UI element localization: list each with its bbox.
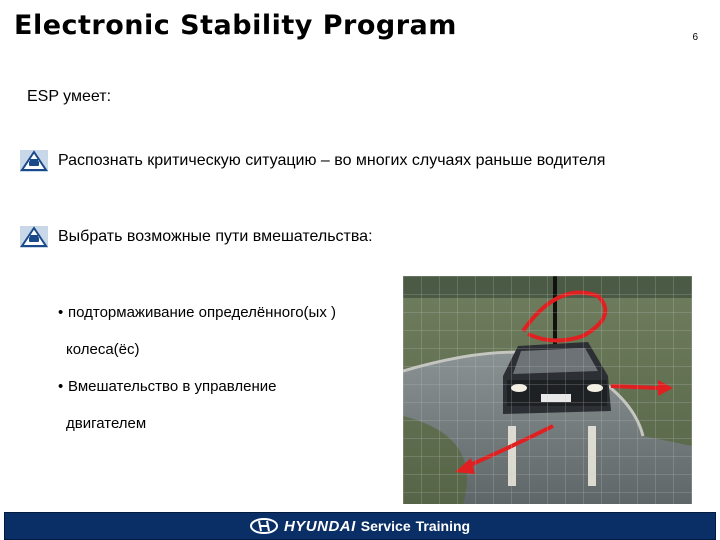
slide-title: Electronic Stability Program: [14, 10, 457, 41]
warning-car-icon: [20, 226, 48, 248]
sub-bullet-text: подтормаживание определённого(ых ): [68, 304, 337, 321]
sub-bullet-list: [58, 294, 336, 442]
sub-bullet-item: • подтормаживание определённого(ых ): [58, 304, 337, 321]
car-skid-illustration: [403, 276, 692, 504]
bullet-item: [20, 150, 605, 172]
hyundai-logo-icon: [250, 518, 278, 534]
brand-training: Training: [415, 518, 471, 534]
footer: [0, 510, 720, 540]
footer-brand: [250, 518, 470, 535]
page-number: 6: [692, 32, 698, 43]
intro-text: ESP умеет:: [27, 88, 112, 105]
footer-bar: [4, 512, 716, 540]
sub-bullet-continuation: колеса(ёс): [66, 341, 140, 358]
car-skid-photo: [403, 276, 692, 504]
sub-bullet-continuation: двигателем: [66, 415, 147, 432]
bullet-item: [20, 226, 373, 248]
sub-bullet-text: Вмешательство в управление: [68, 378, 277, 395]
bullet-text: Распознать критическую ситуацию – во многих случаях раньше водителя: [58, 152, 606, 169]
brand-name: HYUNDAI: [283, 517, 356, 535]
bullet-text: Выбрать возможные пути вмешательства:: [58, 228, 373, 245]
warning-car-icon: [20, 150, 48, 172]
brand-service: Service: [360, 518, 411, 534]
sub-bullet-item: • Вмешательство в управление: [58, 378, 277, 395]
